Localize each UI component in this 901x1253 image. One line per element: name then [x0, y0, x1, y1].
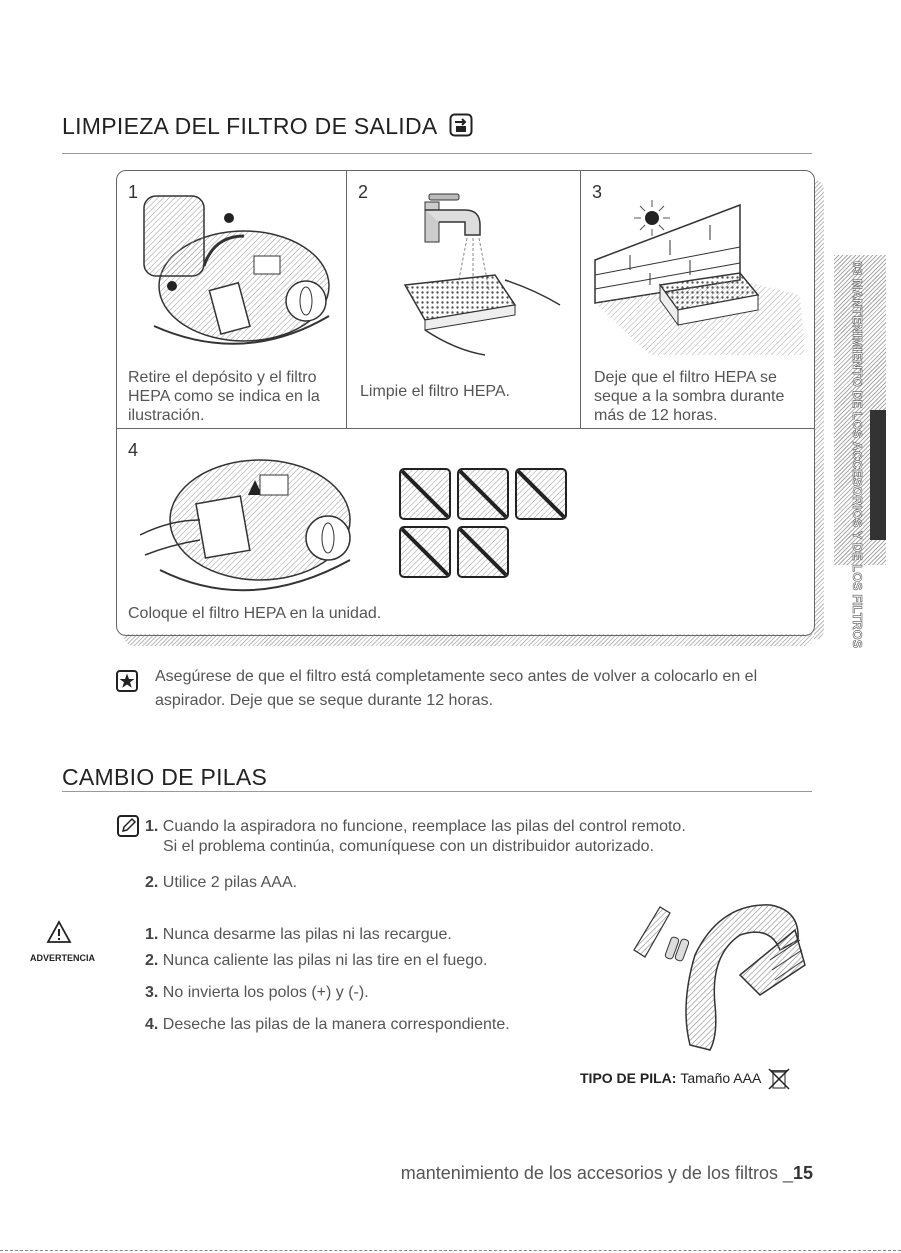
warning-label: ADVERTENCIA: [30, 953, 96, 963]
star-note-icon: [116, 670, 138, 692]
list-item: 2. Utilice 2 pilas AAA.: [145, 874, 298, 891]
step-caption: Coloque el filtro HEPA en la unidad.: [128, 605, 382, 622]
chapter-marker: [870, 410, 886, 540]
panel-shadow: [814, 180, 824, 640]
chapter-side-tab: 03 MANTENIMIENTO DE LOS ACCESORIOS Y DE LOS FILTROS: [834, 255, 886, 565]
faucet-wash-illustration: [385, 190, 565, 360]
section-divider: [62, 791, 812, 792]
vacuum-remove-illustration: [134, 176, 334, 361]
step-caption: Limpie el filtro HEPA.: [360, 383, 510, 400]
step-number: 3: [592, 182, 603, 202]
list-item: 3. No invierta los polos (+) y (-).: [145, 984, 369, 1001]
shade-dry-illustration: [590, 185, 805, 360]
list-item-continuation: Si el problema continúa, comuníquese con un distribuidor autorizado.: [163, 838, 654, 855]
section-title-filter: LIMPIEZA DEL FILTRO DE SALIDA: [62, 113, 473, 140]
section-divider: [62, 153, 812, 154]
step-number: 4: [128, 440, 139, 460]
section-title-batteries: CAMBIO DE PILAS: [62, 764, 268, 790]
warning-icon: [46, 920, 72, 944]
list-item: 2. Nunca caliente las pilas ni las tire en el fuego.: [145, 952, 488, 969]
step-number: 1: [128, 182, 139, 202]
do-not-dry-icons: [398, 467, 570, 581]
remote-handle-illustration: [620, 895, 810, 1060]
pencil-note-icon: [117, 815, 139, 837]
battery-type: TIPO DE PILA: Tamaño AAA: [580, 1070, 762, 1086]
step-caption: Deje que el filtro HEPA se seque a la sombra durante más de 12 horas.: [594, 369, 785, 424]
list-item: 4. Deseche las pilas de la manera correspondiente.: [145, 1016, 510, 1033]
step-number: 2: [358, 182, 369, 202]
vacuum-insert-illustration: [140, 440, 355, 600]
panel-divider: [116, 428, 814, 429]
step-caption: Retire el depósito y el filtro HEPA como se indica en la ilustración.: [128, 369, 320, 424]
note-text: Asegúrese de que el filtro está completamente seco antes de volver a colocarlo en el aspirador. Deje que se seque durante 12 horas.: [155, 668, 758, 709]
list-item: 1. Cuando la aspiradora no funcione, reemplace las pilas del control remoto.: [145, 818, 686, 835]
battery-disposal-icon: [766, 1066, 792, 1092]
filter-outlet-icon: [449, 113, 473, 137]
list-item: 1. Nunca desarme las pilas ni las recargue.: [145, 926, 452, 943]
panel-divider: [346, 170, 347, 428]
page-footer: mantenimiento de los accesorios y de los filtros _15: [400, 1163, 813, 1183]
panel-divider: [580, 170, 581, 428]
